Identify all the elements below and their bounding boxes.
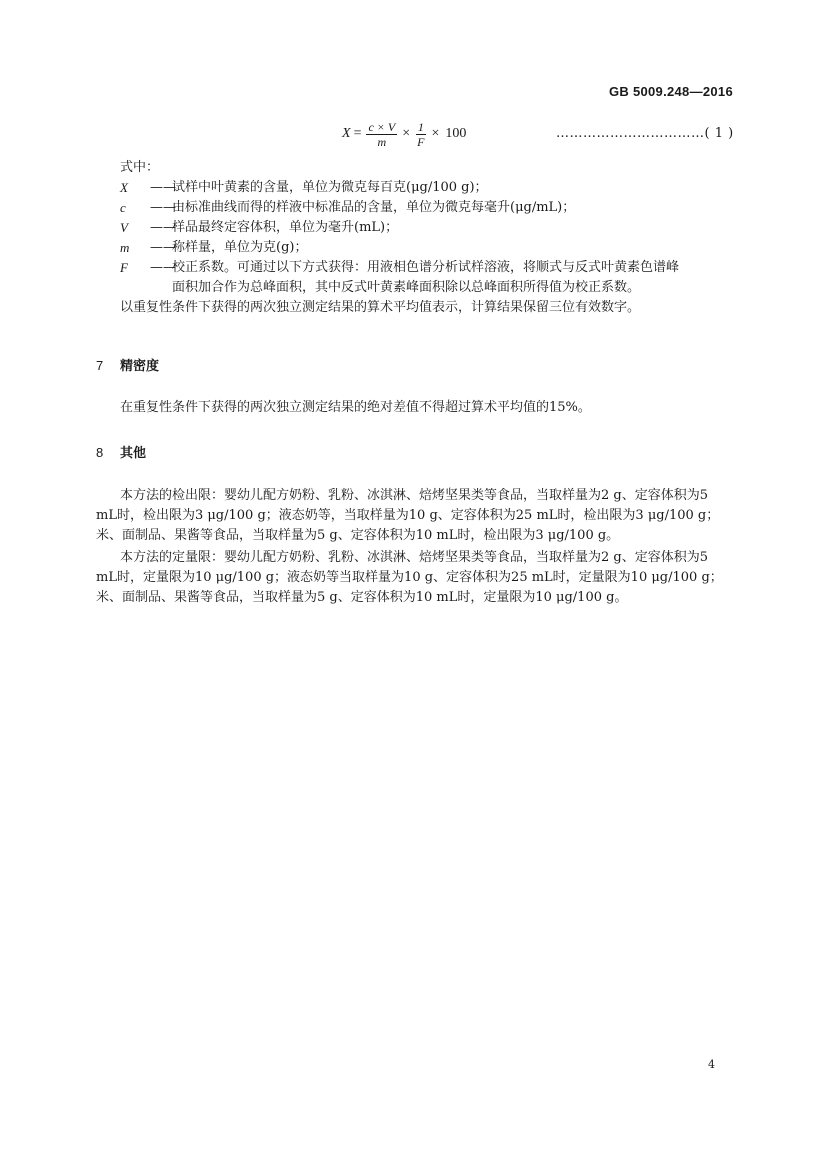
section-8-heading bbox=[96, 442, 146, 461]
section-7-heading bbox=[96, 355, 159, 374]
formula-fraction-1-f bbox=[415, 120, 426, 149]
definition-text: 由标准曲线而得的样液中标准品的含量，单位为微克每毫升(μg/mL)； bbox=[172, 200, 576, 215]
definition-symbol: V bbox=[120, 220, 128, 235]
formula-equals: = bbox=[353, 126, 362, 141]
definition-m bbox=[120, 238, 740, 258]
definition-symbol: m bbox=[120, 240, 130, 255]
definition-dash: —— bbox=[150, 220, 176, 235]
section-number: 7 bbox=[96, 358, 104, 373]
formula-leader-and-number bbox=[556, 126, 734, 141]
definition-text: 试样中叶黄素的含量，单位为微克每百克(μg/100 g)； bbox=[172, 180, 488, 195]
definition-symbol: c bbox=[120, 200, 126, 215]
definition-dash: —— bbox=[150, 200, 176, 215]
definition-dash: —— bbox=[150, 240, 176, 255]
definition-f-continuation: 面积加合作为总峰面积，其中反式叶黄素峰面积除以总峰面积所得值为校正系数。 bbox=[172, 280, 641, 295]
definition-symbol: F bbox=[120, 260, 128, 275]
section-title: 精密度 bbox=[120, 358, 160, 373]
result-note: 以重复性条件下获得的两次独立测定结果的算术平均值表示，计算结果保留三位有效数字。 bbox=[120, 300, 641, 315]
definitions-intro: 式中： bbox=[120, 160, 160, 175]
formula-leader: …………………………… bbox=[556, 126, 705, 141]
definition-f bbox=[120, 258, 740, 278]
definition-dash: —— bbox=[150, 260, 176, 275]
section-title: 其他 bbox=[120, 445, 147, 460]
variable-definitions bbox=[120, 158, 740, 318]
definition-dash: —— bbox=[150, 180, 176, 195]
definition-v bbox=[120, 218, 740, 238]
definition-text: 校正系数。可通过以下方式获得：用液相色谱分析试样溶液，将顺式与反式叶黄素色谱峰 bbox=[172, 260, 680, 275]
fraction-denominator: m bbox=[377, 134, 387, 149]
detection-limit-paragraph: 本方法的检出限：婴幼儿配方奶粉、乳粉、冰淇淋、焙烤坚果类等食品，当取样量为2 g、定容体积为5 mL时，检出限为3 μg/100 g；液态奶等，当取样量为10 g、定容体积为25 mL时，检出限为3 μg/100 g；米、面制品、果酱等食品，当取样量为5 g、定容体积为10 mL时，检出限为3 μg/100 g。 bbox=[96, 488, 720, 543]
formula-lhs: X bbox=[342, 126, 351, 141]
definition-x bbox=[120, 178, 740, 198]
formula-fraction-cv-m bbox=[366, 120, 397, 149]
definition-text: 称样量，单位为克(g)； bbox=[172, 240, 308, 255]
fraction-numerator: c × V bbox=[368, 119, 396, 134]
section-number: 8 bbox=[96, 445, 104, 460]
formula bbox=[342, 116, 469, 152]
page-number: 4 bbox=[708, 1058, 715, 1071]
definition-c bbox=[120, 198, 740, 218]
standard-number: GB 5009.248—2016 bbox=[608, 84, 733, 99]
definition-symbol: X bbox=[120, 180, 128, 195]
formula-times: × bbox=[402, 126, 411, 141]
quantitation-limit-paragraph: 本方法的定量限：婴幼儿配方奶粉、乳粉、冰淇淋、焙烤坚果类等食品，当取样量为2 g、定容体积为5 mL时，定量限为10 μg/100 g；液态奶等当取样量为10 g、定容体积为25 mL时，定量限为10 μg/100 g；米、面制品、果酱等食品，当取样量为5 g、定容体积为10 mL时，定量限为10 μg/100 g。 bbox=[96, 550, 723, 605]
fraction-numerator: 1 bbox=[417, 119, 424, 134]
formula-times: × bbox=[431, 126, 440, 141]
section-7-paragraph: 在重复性条件下获得的两次独立测定结果的绝对差值不得超过算术平均值的15%。 bbox=[120, 400, 591, 415]
formula-number: ( 1 ) bbox=[704, 126, 734, 141]
formula-constant: 100 bbox=[445, 126, 467, 141]
fraction-denominator: F bbox=[417, 134, 425, 149]
definition-text: 样品最终定容体积，单位为毫升(mL)； bbox=[172, 220, 399, 235]
